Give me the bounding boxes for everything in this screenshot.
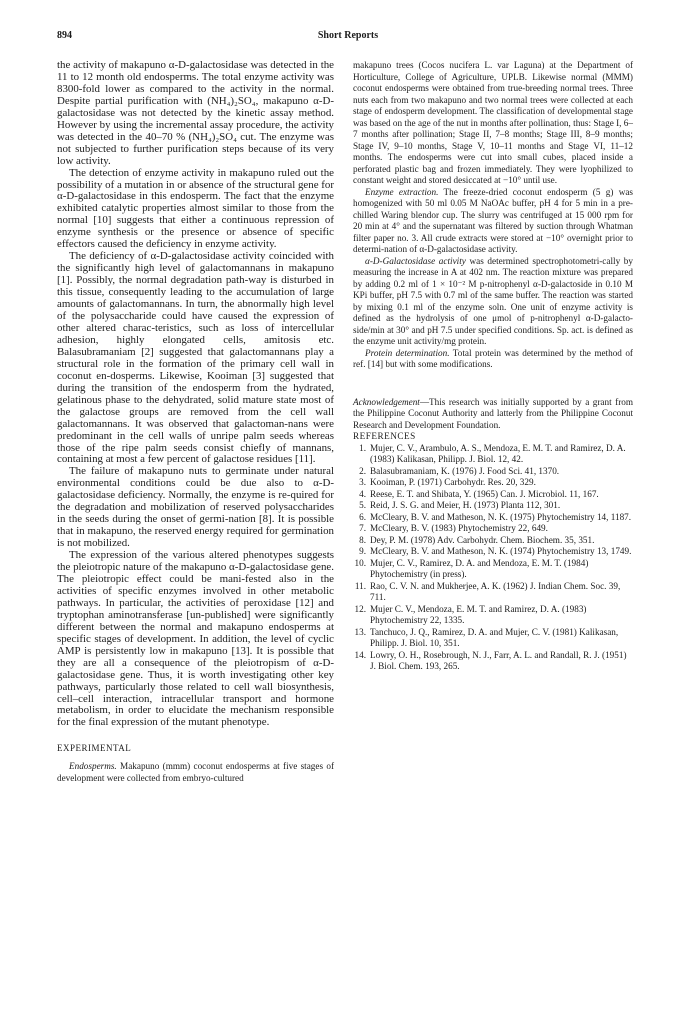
run-in-heading: α-D-Galactosidase activity [365,255,466,266]
reference-item: 10. Mujer, C. V., Ramirez, D. A. and Mendoza, E. M. T. (1984) Phytochemistry (in press). [354,557,589,579]
references-heading: REFERENCES [353,431,416,441]
left-column [57,60,334,784]
reference-item: 14. Lowry, O. H., Rosebrough, N. J., Farr, A. L. and Randall, R. J. (1951) J. Biol. Chem. 193, 265. [354,649,627,671]
reference-item: 11. Rao, C. V. N. and Mukherjee, A. K. (1962) J. Indian Chem. Soc. 39, 711. [354,580,621,602]
run-in-heading: Protein determination. [365,347,450,358]
reference-item: 4. Reese, E. T. and Shibata, Y. (1965) Can. J. Microbiol. 11, 167. [359,488,599,499]
running-title: Short Reports [317,30,379,41]
endosperms-paragraph [57,761,334,784]
body-paragraph: The failure of makapuno nuts to germinate under natural environmental conditions could be due also to α-D-galactosidase deficiency. Normally, the enzyme is re-quired for the degradation and mobilization of reserved polysaccharides in the seeds during the onset of germi-nation [8]. It is possible that in makapuno, the reserved energy required for germination is not mobilized. [57,465,334,550]
acknowledgement-block [353,397,633,432]
reference-item: 9. McCleary, B. V. and Matheson, N. K. (1974) Phytochemistry 13, 1749. [359,546,632,556]
run-in-heading: Enzyme extraction. [365,186,439,197]
acknowledgement [353,397,633,432]
reference-item: 5. Reid, J. S. G. and Meier, H. (1973) Planta 112, 301. [359,500,561,510]
paragraph-text: Makapuno (mmm) coconut endosperms at five stages of development were collected from embryo-cultured [57,761,334,783]
right-column [353,60,633,673]
body-paragraph: The detection of enzyme activity in makapuno ruled out the possibility of a mutation in or absence of the structural gene for α-D-galactosidase in this endosperm. The fact that the enzyme exhibited catalytic properties almost similar to those from the normal [10] suggests that either a continuous repression of enzyme synthesis or the presence or absence of specific effectors caused the deficiency in enzyme activity. [57,166,334,251]
extraction-paragraph [353,187,633,256]
reference-item: 13. Tanchuco, J. Q., Ramirez, D. A. and Mujer, C. V. (1981) Kalikasan, Philipp. J. Biol. 10, 351. [354,626,619,648]
reference-item: 2. Balasubramaniam, K. (1976) J. Food Sci. 41, 1370. [359,465,560,476]
reference-item: 6. McCleary, B. V. and Matheson, N. K. (1975) Phytochemistry 14, 1187. [359,511,632,522]
body-paragraph: The expression of the various altered phenotypes suggests the pleiotropic nature of the makapuno α-D-galactosidase gene. The pleiotropic effect could be mani-fested also in the activities of specific enzymes involved in other metabolic pathways. In particular, the activities of peroxidase [12] and tryptophan aminotransferase [un-published] were significantly different between the normal and makapuno endosperms at specific stages of development. In addition, the level of cyclic AMP is persistently low in makapuno [13]. It is possible that they are all a consequence of the pleiotropism of α-D-galactosidase gene. Thus, it is worth investigating other key pathways, particularly those related to cell wall biosynthesis, cell–cell interaction, intracellular transport and hormone metabolism, in order to elucidate the mechanism responsible for the final expression of the mutant phenotype. [57,549,334,729]
run-in-heading: Endosperms. [69,761,117,772]
reference-list [353,443,633,673]
acknowledgement-text: —This research was initially supported by a grant from the Philippine Coconut Authority and latterly from the Philippine Coconut Research and Development Foundation. [353,396,633,430]
reference-item: 7. McCleary, B. V. (1983) Phytochemistry 22, 649. [359,523,548,533]
body-paragraph: the activity of makapuno α-D-galactosidase was detected in the 11 to 12 month old endosperms. The total enzyme activity was 8300-fold lower as compared to the activity in the normal. Despite partial purification with (NH₄)₂SO₄, makapuno α-D-galactosidase was not detected by the kinetic assay method. However by using the incremental assay procedure, the activity was detected in the 40–70 % (NH₄)₂SO₄ cut. The enzyme was not subjected to further purification steps because of its very low activity. [57,59,334,167]
section-heading-experimental: EXPERIMENTAL [57,743,132,754]
body-paragraph: The deficiency of α-D-galactosidase activity coincided with the significantly high level of galactomannans in makapuno [1]. Possibly, the normal degradation path-way is disturbed in this tissue, consequently leading to the accumulation of large amounts of galactomannans. In turn, the abnormally high level of the polysaccharide could have caused the expression of other altered charac-teristics, such as loss of intercellular adhesion, highly elongated cells, amitosis etc. Balasubramaniam [2] suggested that galactomannans play a structural role in the formation of the primary cell wall in coconut en-dosperms. Likewise, Kooiman [3] suggested that during the transition of the endosperm from the hydrated, gelatinous phase to the dehydrated, solid mature state most of the galactose groups are removed from the cell wall galactomannans. It was observed that galactoman-nans were predominant in the cell walls of unripe palm seeds whereas those of the ripe palm seeds consist chiefly of mannans, containing at most a few percent of galactose residues [11]. [57,250,334,466]
reference-item: 1. Mujer, C. V., Arambulo, A. S., Mendoza, E. M. T. and Ramirez, D. A. (1983) Kalikasan, Philipp. J. Biol. 12, 42. [359,442,626,464]
paragraph-text: The freeze-dried coconut endosperm (5 g) was homogenized with 50 ml 0.05 M NaOAc buffer, pH 4 for 5 min in a pre-chilled Waring blendor cup. The slurry was centrifuged at 15 000 rpm for 20 min at 4° and the supernatant was filtered by suction through Whatman filter paper no. 3. All crude extracts were stored at −10° overnight prior to determi-nation of α-D-galactosidase activity. [353,186,633,254]
protein-paragraph [353,348,633,371]
paragraph-text: Total protein was determined by the method of ref. [14] but with some modifications. [353,347,633,369]
page-header [57,30,639,44]
reference-item: 8. Dey, P. M. (1978) Adv. Carbohydr. Chem. Biochem. 35, 351. [359,534,595,545]
reference-item: 12. Mujer C. V., Mendoza, E. M. T. and Ramirez, D. A. (1983) Phytochemistry 22, 1335. [354,603,587,625]
page-number: 894 [57,30,72,41]
methods-paragraph: makapuno trees (Cocos nucifera L. var Laguna) at the Department of Horticulture, College of Agriculture, UPLB. Likewise normal (MMM) coconut endosperms were obtained from true-breeding normal trees. Three nuts each from two makapuno and two normal trees were collected at each stage of endosperm development. The classification of developmental stage was based on the age of the nut in months after pollination, thus: Stage I, 6–7 months after pollination; Stage II, 7–8 months; Stage III, 8–9 months; Stage IV, 9–10 months, Stage V, 10–11 months and Stage VI, 11–12 months. The endosperms were cut into small cubes, placed inside a perforated plastic bag and frozen immediately. They were lyophilized to constant weight and stored desiccated at −10° until use. [353,60,633,185]
paragraph-text: was determined spectrophotometri-cally by measuring the increase in A at 402 nm. The reaction mixture was prepared by adding 0.2 ml of 1 × 10⁻² M p-nitrophenyl α-D-galactoside in 0.10 M KPi buffer, pH 7.5 with 0.7 ml of the same buffer. The reaction was started by mixing 0.1 ml of the enzyme soln. One unit of enzyme activity is defined as the hydrolysis of one μmol of p-nitrophenyl α-D-galacto-side/min at 30° and pH 7.5 under specified conditions. Sp. act. is defined as the enzyme unit activity/mg protein. [353,255,633,346]
acknowledgement-label: Acknowledgement [353,396,420,407]
reference-item: 3. Kooiman, P. (1971) Carbohydr. Res. 20, 329. [359,477,536,487]
activity-paragraph [353,256,633,348]
